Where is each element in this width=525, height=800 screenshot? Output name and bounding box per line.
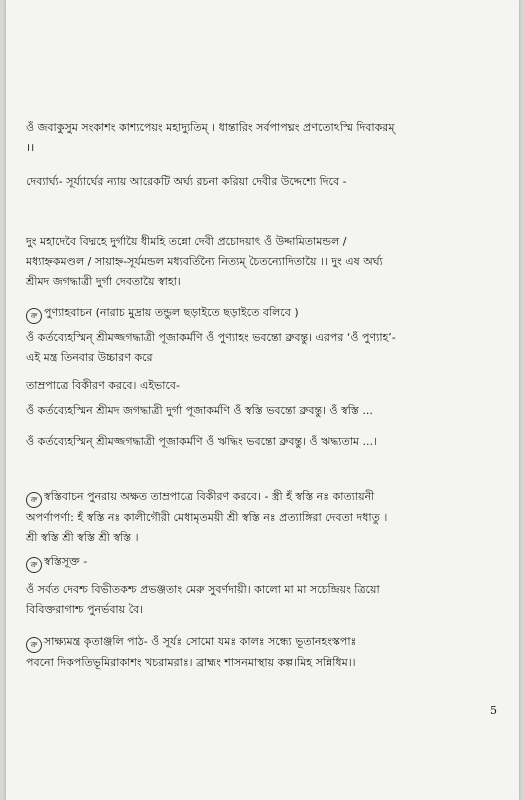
bullet-mark-icon: ক্র: [26, 492, 42, 508]
svasti-mantra-line: ওঁ কর্তব্যেহস্মিন শ্রীমদ জগদ্ধাত্রী দুর্গা পূজাকর্মণি ওঁ স্বস্তি ভবন্তো ব্রুবন্তু। ওঁ স্বস্তি ...: [26, 404, 373, 417]
sakshya-mantra-text: সাক্ষ্যমন্ত্র কৃতাঞ্জলি পাঠ- ওঁ সূর্যঃ সোমো যমঃ কালঃ সন্ধ্যে ভূতানহংস্কপাঃ পবনো দিকপতিভূমিরাকাশং খচরামরাঃ। ব্রাহ্মং শাসনমাস্থায় কল্প।মিহ সন্নিধিম।।: [26, 635, 357, 669]
durga-gayatri-arghya-mantra: দুং মহাদেবৈ বিদ্মহে দুর্গায়ৈ ধীমহি তন্নো দেবী প্রচোদয়াৎ ওঁ উদ্দামিতামন্ডল / মধ্যাহ্নকমণ্ডল / সায়াহ্ন-সূর্যমন্ডল মধ্যবর্তিন্যৈ নিত্যম্ চৈতন্যোদিতায়ৈ ।। দুং এষ অর্ঘ্য শ্রীমদ জগদ্ধাত্রী দুর্গা দেবতায়ৈ স্বাহা।: [26, 235, 383, 288]
document-page: [6, 0, 519, 800]
devi-arghya-instruction: দেব্যার্ঘ্য- সূর্য্যার্ঘের ন্যায় আরেকটি অর্ঘ্য রচনা করিয়া দেবীর উদ্দেশ্যে দিবে -: [26, 175, 347, 188]
bullet-mark-icon: ক্র: [26, 557, 42, 573]
svastisukta-heading-text: স্বস্তিসূক্ত -: [44, 555, 88, 568]
svastisukta-heading: [26, 552, 496, 573]
vikiran-instruction: তাম্রপাত্রে বিকীরণ করবে। এইভাবে-: [26, 379, 180, 392]
surya-pranam-mantra: ওঁ জবাকুসুম সংকাশং কাশ্যপেয়ং মহাদ্যুতিম্ । ধান্তারিং সর্বপাপঘ্নং প্রণতোঽস্মি দিবাকরম্ ।।: [26, 121, 395, 154]
bullet-mark-icon: ক্র: [26, 308, 42, 324]
punyahavachan-heading: [26, 303, 496, 324]
sakshya-mantra-section: [26, 632, 496, 673]
svastivachan-text: স্বস্তিবাচন পুনরায় অক্ষত তাম্রপাত্রে বিকীরণ করবে। - স্ত্রী হঁ স্বস্তি নঃ কাত্যায়নী অপর্ণাপর্ণা: হঁ স্বস্তি নঃ কালীগৌরী মেধামৃতময়ী শ্রী স্বস্তি নঃ প্রত্যাঙ্গিরা দেবতা দধাতু । শ্রী স্বস্তি শ্রী স্বস্তি শ্রী স্বস্তি ।: [26, 490, 388, 544]
svastivachan-section: [26, 487, 496, 548]
punyaham-mantra: ওঁ কর্তব্যেহস্মিন্ শ্রীমজ্জগদ্ধাত্রী পূজাকর্মণি ওঁ পুণ্যাহং ভবন্তো ব্রুবন্তু। এরপর ‘ওঁ পুণ্যাহ’- এই মন্ত্র তিনবার উচ্চারণ করে: [26, 331, 396, 364]
riddhi-mantra-line: ওঁ কর্তব্যেহস্মিন্ শ্রীমজ্জগদ্ধাত্রী পূজাকর্মণি ওঁ ঋদ্ধিং ভবন্তো ব্রুবন্তু। ওঁ ঋদ্ধ্যতাম ...।: [26, 435, 377, 448]
page-number: 5: [490, 704, 497, 717]
punyahavachan-heading-text: পুণ্যাহবাচন (নারাচ মুদ্রায় তন্ডুল ছড়াইতে ছড়াইতে বলিবে ): [44, 306, 299, 319]
bullet-mark-icon: ক্র: [26, 637, 42, 653]
svastisukta-mantra: ওঁ সর্বত দেবশ্চ বিভীতকশ্চ প্রভঞ্জতাং মেরু সুবর্ণদায়ী। কালো মা মা সচেন্দ্রিয়ং ত্রিয়ো বিবিক্তরাগাশ্চ পুনর্ভবায় বৈ।: [26, 583, 380, 616]
